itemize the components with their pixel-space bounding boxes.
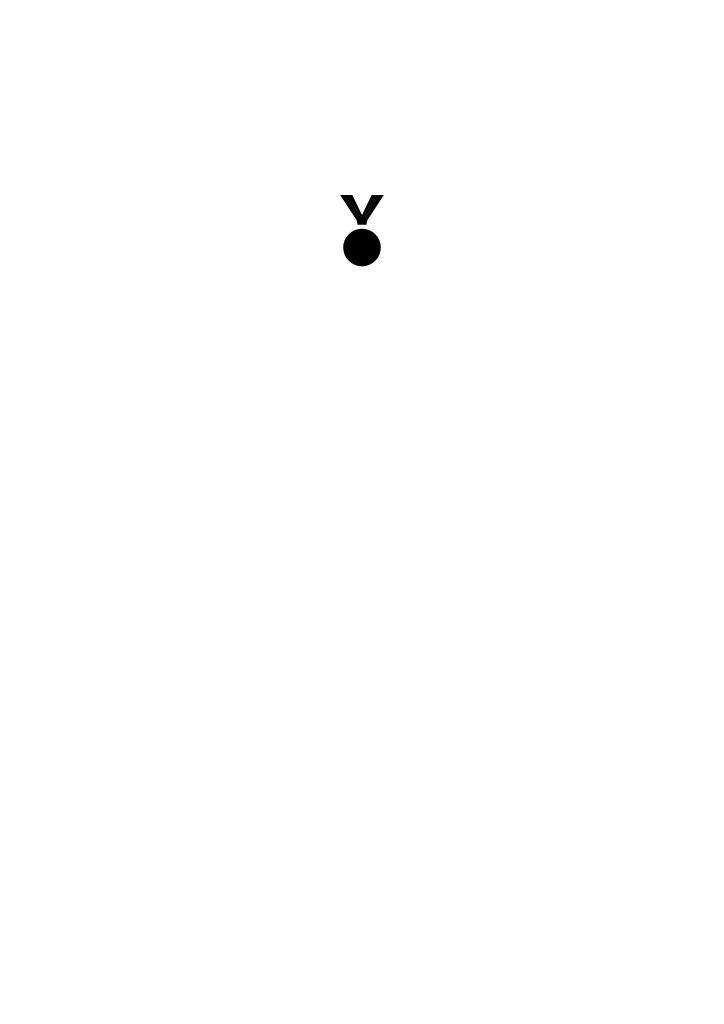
- signature-block: [428, 786, 558, 799]
- date-block: [146, 786, 294, 799]
- recipient-name-line: [137, 596, 588, 600]
- bottom-wave-pattern: [0, 724, 724, 1024]
- medal-clasp: [356, 217, 368, 225]
- medal-icon: [327, 195, 397, 279]
- date-line: [146, 786, 294, 790]
- signature-line: [428, 786, 540, 790]
